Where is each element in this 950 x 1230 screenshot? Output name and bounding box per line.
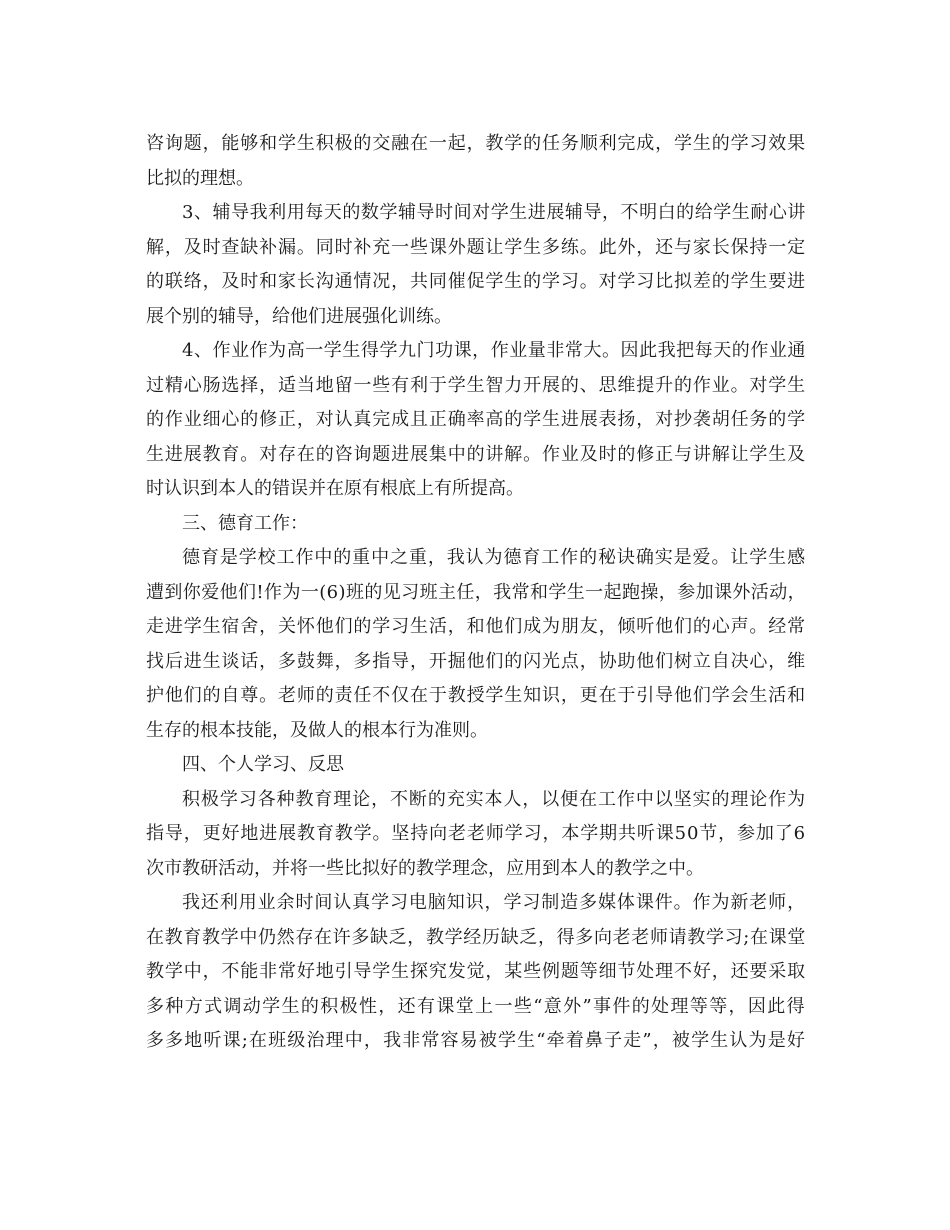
text-line: 找后进生谈话，多鼓舞，多指导，开掘他们的闪光点，协助他们树立自决心，维 [146,650,806,672]
text-line: 的联络，及时和家长沟通情况，共同催促学生的学习。对学习比拟差的学生要进 [146,271,806,292]
text-line: 时认识到本人的错误并在原有根底上有所提高。 [146,478,524,499]
text-line: 三、德育工作： [182,512,308,534]
text-line: 的作业细心的修正，对认真完成且正确率高的学生进展表扬，对抄袭胡任务的学 [146,409,806,430]
text-line: 积极学习各种教育理论，不断的充实本人，以便在工作中以坚实的理论作为 [182,788,806,810]
text-line: 四、个人学习、反思 [182,754,344,775]
text-line: 护他们的自尊。老师的责任不仅在于教授学生知识，更在于引导他们学会生活和 [146,685,806,706]
document-body [146,127,806,1059]
text-line: 走进学生宿舍，关怀他们的学习生活，和他们成为朋友，倾听他们的心声。经常 [146,616,806,637]
text-line: 多多地听课;在班级治理中，我非常容易被学生“牵着鼻子走”，被学生认为是好 [146,1030,807,1051]
text-line: 在教育教学中仍然存在许多缺乏，教学经历缺乏，得多向老老师请教学习;在课堂 [146,926,807,948]
text-line: 4、作业作为高一学生得学九门功课，作业量非常大。因此我把每天的作业通 [182,340,806,361]
text-line: 展个别的辅导，给他们进展强化训练。 [146,305,452,327]
text-line: 生存的根本技能，及做人的根本行为准则。 [146,719,488,741]
text-line: 指导，更好地进展教育教学。坚持向老老师学习，本学期共听课50节，参加了6 [146,823,806,844]
text-line: 多种方式调动学生的积极性，还有课堂上一些“意外”事件的处理等等，因此得 [146,995,807,1017]
text-line: 次市教研活动，并将一些比拟好的教学理念，应用到本人的教学之中。 [146,857,704,879]
text-line: 过精心肠选择，适当地留一些有利于学生智力开展的、思维提升的作业。对学生 [146,374,806,396]
text-line: 3、辅导我利用每天的数学辅导时间对学生进展辅导，不明白的给学生耐心讲 [182,202,806,223]
text-line: 生进展教育。对存在的咨询题进展集中的讲解。作业及时的修正与讲解让学生及 [146,443,806,465]
text-line: 解，及时查缺补漏。同时补充一些课外题让学生多练。此外，还与家长保持一定 [146,236,806,258]
text-line: 咨询题，能够和学生积极的交融在一起，教学的任务顺利完成，学生的学习效果 [146,133,806,154]
text-line: 我还利用业余时间认真学习电脑知识，学习制造多媒体课件。作为新老师， [182,892,806,913]
text-line: 德育是学校工作中的重中之重，我认为德育工作的秘诀确实是爱。让学生感 [182,547,806,568]
text-line: 比拟的理想。 [146,167,254,189]
text-line: 教学中，不能非常好地引导学生探究发觉，某些例题等细节处理不好，还要采取 [146,961,806,982]
text-line: 遭到你爱他们!作为一(6)班的见习班主任，我常和学生一起跑操，参加课外活动， [146,581,807,603]
